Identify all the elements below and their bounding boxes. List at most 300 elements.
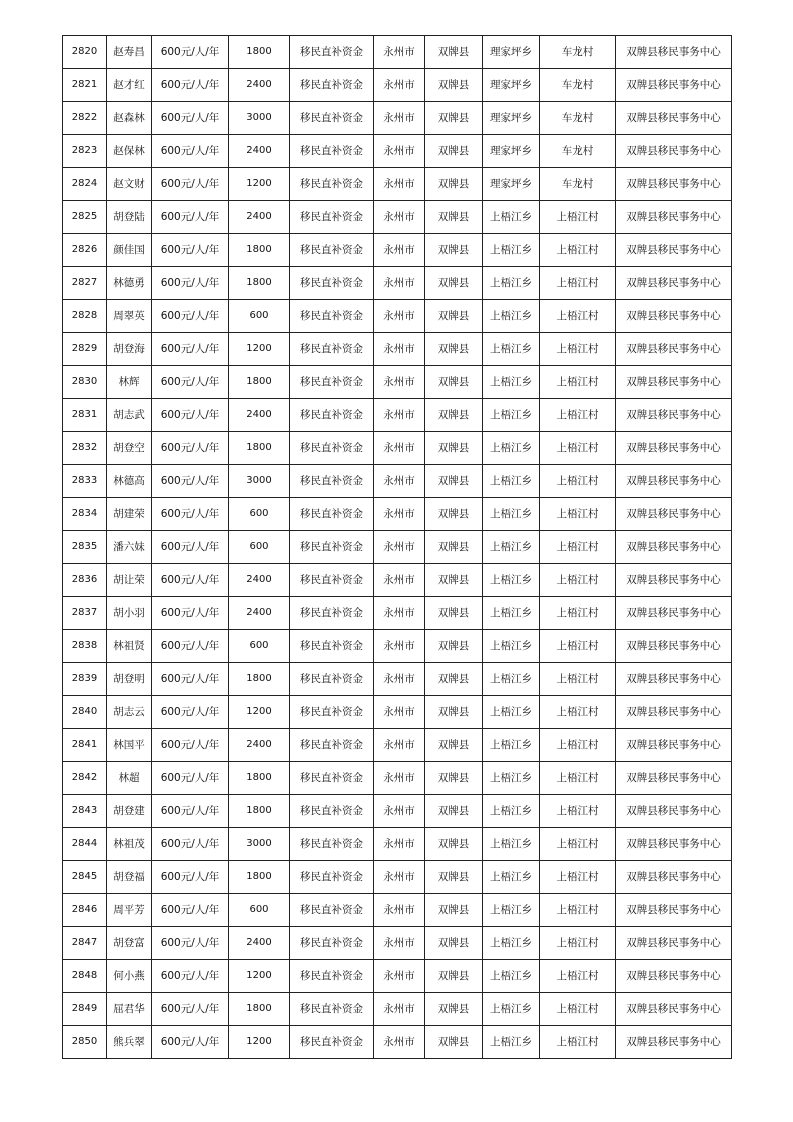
roster-body bbox=[63, 36, 732, 1059]
subsidy-standard-cell: 600元/人/年 bbox=[152, 135, 229, 168]
county-cell: 双牌县 bbox=[425, 927, 483, 960]
city-cell: 永州市 bbox=[374, 828, 425, 861]
fund-type-cell: 移民直补资金 bbox=[290, 498, 374, 531]
city-cell: 永州市 bbox=[374, 960, 425, 993]
row-number-cell: 2837 bbox=[63, 597, 107, 630]
table-row bbox=[63, 960, 732, 993]
subsidy-standard-cell: 600元/人/年 bbox=[152, 498, 229, 531]
township-cell: 理家坪乡 bbox=[483, 69, 540, 102]
township-cell: 上梧江乡 bbox=[483, 564, 540, 597]
row-number-cell: 2833 bbox=[63, 465, 107, 498]
subsidy-standard-cell: 600元/人/年 bbox=[152, 1026, 229, 1059]
issuing-agency-cell: 双牌县移民事务中心 bbox=[616, 1026, 732, 1059]
fund-type-cell: 移民直补资金 bbox=[290, 366, 374, 399]
city-cell: 永州市 bbox=[374, 663, 425, 696]
county-cell: 双牌县 bbox=[425, 234, 483, 267]
issuing-agency-cell: 双牌县移民事务中心 bbox=[616, 597, 732, 630]
fund-type-cell: 移民直补资金 bbox=[290, 894, 374, 927]
row-number-cell: 2826 bbox=[63, 234, 107, 267]
township-cell: 上梧江乡 bbox=[483, 927, 540, 960]
city-cell: 永州市 bbox=[374, 993, 425, 1026]
village-cell: 上梧江村 bbox=[540, 366, 616, 399]
township-cell: 上梧江乡 bbox=[483, 267, 540, 300]
table-row bbox=[63, 135, 732, 168]
fund-type-cell: 移民直补资金 bbox=[290, 300, 374, 333]
fund-type-cell: 移民直补资金 bbox=[290, 663, 374, 696]
issuing-agency-cell: 双牌县移民事务中心 bbox=[616, 36, 732, 69]
issuing-agency-cell: 双牌县移民事务中心 bbox=[616, 135, 732, 168]
township-cell: 上梧江乡 bbox=[483, 399, 540, 432]
city-cell: 永州市 bbox=[374, 102, 425, 135]
village-cell: 车龙村 bbox=[540, 135, 616, 168]
name-cell: 赵保林 bbox=[107, 135, 152, 168]
name-cell: 林超 bbox=[107, 762, 152, 795]
table-row bbox=[63, 729, 732, 762]
table-row bbox=[63, 1026, 732, 1059]
county-cell: 双牌县 bbox=[425, 432, 483, 465]
name-cell: 赵才红 bbox=[107, 69, 152, 102]
township-cell: 上梧江乡 bbox=[483, 696, 540, 729]
subsidy-standard-cell: 600元/人/年 bbox=[152, 168, 229, 201]
township-cell: 上梧江乡 bbox=[483, 993, 540, 1026]
county-cell: 双牌县 bbox=[425, 762, 483, 795]
row-number-cell: 2828 bbox=[63, 300, 107, 333]
issuing-agency-cell: 双牌县移民事务中心 bbox=[616, 927, 732, 960]
city-cell: 永州市 bbox=[374, 729, 425, 762]
subsidy-standard-cell: 600元/人/年 bbox=[152, 465, 229, 498]
amount-cell: 2400 bbox=[229, 927, 290, 960]
county-cell: 双牌县 bbox=[425, 960, 483, 993]
table-row bbox=[63, 102, 732, 135]
subsidy-standard-cell: 600元/人/年 bbox=[152, 267, 229, 300]
city-cell: 永州市 bbox=[374, 597, 425, 630]
fund-type-cell: 移民直补资金 bbox=[290, 36, 374, 69]
subsidy-standard-cell: 600元/人/年 bbox=[152, 597, 229, 630]
township-cell: 上梧江乡 bbox=[483, 960, 540, 993]
fund-type-cell: 移民直补资金 bbox=[290, 597, 374, 630]
city-cell: 永州市 bbox=[374, 399, 425, 432]
city-cell: 永州市 bbox=[374, 564, 425, 597]
table-row bbox=[63, 663, 732, 696]
fund-type-cell: 移民直补资金 bbox=[290, 69, 374, 102]
name-cell: 赵森林 bbox=[107, 102, 152, 135]
table-row bbox=[63, 531, 732, 564]
issuing-agency-cell: 双牌县移民事务中心 bbox=[616, 828, 732, 861]
amount-cell: 2400 bbox=[229, 564, 290, 597]
fund-type-cell: 移民直补资金 bbox=[290, 267, 374, 300]
name-cell: 林德高 bbox=[107, 465, 152, 498]
row-number-cell: 2839 bbox=[63, 663, 107, 696]
subsidy-standard-cell: 600元/人/年 bbox=[152, 36, 229, 69]
amount-cell: 1800 bbox=[229, 861, 290, 894]
township-cell: 上梧江乡 bbox=[483, 762, 540, 795]
township-cell: 上梧江乡 bbox=[483, 630, 540, 663]
village-cell: 上梧江村 bbox=[540, 927, 616, 960]
row-number-cell: 2827 bbox=[63, 267, 107, 300]
amount-cell: 1800 bbox=[229, 366, 290, 399]
village-cell: 上梧江村 bbox=[540, 861, 616, 894]
subsidy-standard-cell: 600元/人/年 bbox=[152, 201, 229, 234]
city-cell: 永州市 bbox=[374, 762, 425, 795]
city-cell: 永州市 bbox=[374, 531, 425, 564]
table-row bbox=[63, 399, 732, 432]
row-number-cell: 2841 bbox=[63, 729, 107, 762]
subsidy-standard-cell: 600元/人/年 bbox=[152, 300, 229, 333]
county-cell: 双牌县 bbox=[425, 102, 483, 135]
amount-cell: 1800 bbox=[229, 993, 290, 1026]
subsidy-standard-cell: 600元/人/年 bbox=[152, 960, 229, 993]
subsidy-standard-cell: 600元/人/年 bbox=[152, 993, 229, 1026]
fund-type-cell: 移民直补资金 bbox=[290, 168, 374, 201]
county-cell: 双牌县 bbox=[425, 300, 483, 333]
row-number-cell: 2835 bbox=[63, 531, 107, 564]
village-cell: 上梧江村 bbox=[540, 564, 616, 597]
village-cell: 上梧江村 bbox=[540, 432, 616, 465]
row-number-cell: 2831 bbox=[63, 399, 107, 432]
name-cell: 林国平 bbox=[107, 729, 152, 762]
county-cell: 双牌县 bbox=[425, 729, 483, 762]
amount-cell: 1800 bbox=[229, 267, 290, 300]
fund-type-cell: 移民直补资金 bbox=[290, 762, 374, 795]
name-cell: 胡登海 bbox=[107, 333, 152, 366]
amount-cell: 1800 bbox=[229, 663, 290, 696]
city-cell: 永州市 bbox=[374, 234, 425, 267]
name-cell: 胡登富 bbox=[107, 927, 152, 960]
row-number-cell: 2844 bbox=[63, 828, 107, 861]
fund-type-cell: 移民直补资金 bbox=[290, 927, 374, 960]
name-cell: 林德勇 bbox=[107, 267, 152, 300]
name-cell: 胡登陆 bbox=[107, 201, 152, 234]
township-cell: 上梧江乡 bbox=[483, 729, 540, 762]
village-cell: 上梧江村 bbox=[540, 960, 616, 993]
subsidy-standard-cell: 600元/人/年 bbox=[152, 762, 229, 795]
subsidy-standard-cell: 600元/人/年 bbox=[152, 399, 229, 432]
county-cell: 双牌县 bbox=[425, 168, 483, 201]
row-number-cell: 2838 bbox=[63, 630, 107, 663]
city-cell: 永州市 bbox=[374, 1026, 425, 1059]
village-cell: 上梧江村 bbox=[540, 729, 616, 762]
name-cell: 屈君华 bbox=[107, 993, 152, 1026]
issuing-agency-cell: 双牌县移民事务中心 bbox=[616, 498, 732, 531]
county-cell: 双牌县 bbox=[425, 663, 483, 696]
city-cell: 永州市 bbox=[374, 498, 425, 531]
fund-type-cell: 移民直补资金 bbox=[290, 333, 374, 366]
table-row bbox=[63, 993, 732, 1026]
amount-cell: 1800 bbox=[229, 762, 290, 795]
amount-cell: 1200 bbox=[229, 960, 290, 993]
name-cell: 何小燕 bbox=[107, 960, 152, 993]
row-number-cell: 2843 bbox=[63, 795, 107, 828]
issuing-agency-cell: 双牌县移民事务中心 bbox=[616, 564, 732, 597]
name-cell: 赵文财 bbox=[107, 168, 152, 201]
village-cell: 上梧江村 bbox=[540, 630, 616, 663]
city-cell: 永州市 bbox=[374, 333, 425, 366]
name-cell: 胡让荣 bbox=[107, 564, 152, 597]
fund-type-cell: 移民直补资金 bbox=[290, 432, 374, 465]
issuing-agency-cell: 双牌县移民事务中心 bbox=[616, 795, 732, 828]
name-cell: 胡建荣 bbox=[107, 498, 152, 531]
fund-type-cell: 移民直补资金 bbox=[290, 102, 374, 135]
issuing-agency-cell: 双牌县移民事务中心 bbox=[616, 630, 732, 663]
table-row bbox=[63, 234, 732, 267]
amount-cell: 3000 bbox=[229, 465, 290, 498]
subsidy-standard-cell: 600元/人/年 bbox=[152, 333, 229, 366]
issuing-agency-cell: 双牌县移民事务中心 bbox=[616, 465, 732, 498]
row-number-cell: 2848 bbox=[63, 960, 107, 993]
row-number-cell: 2842 bbox=[63, 762, 107, 795]
fund-type-cell: 移民直补资金 bbox=[290, 1026, 374, 1059]
subsidy-roster-table bbox=[62, 35, 732, 1059]
city-cell: 永州市 bbox=[374, 927, 425, 960]
subsidy-standard-cell: 600元/人/年 bbox=[152, 102, 229, 135]
issuing-agency-cell: 双牌县移民事务中心 bbox=[616, 729, 732, 762]
name-cell: 潘六妹 bbox=[107, 531, 152, 564]
village-cell: 上梧江村 bbox=[540, 828, 616, 861]
fund-type-cell: 移民直补资金 bbox=[290, 399, 374, 432]
county-cell: 双牌县 bbox=[425, 861, 483, 894]
subsidy-standard-cell: 600元/人/年 bbox=[152, 432, 229, 465]
row-number-cell: 2849 bbox=[63, 993, 107, 1026]
township-cell: 上梧江乡 bbox=[483, 333, 540, 366]
table-row bbox=[63, 564, 732, 597]
city-cell: 永州市 bbox=[374, 300, 425, 333]
row-number-cell: 2850 bbox=[63, 1026, 107, 1059]
city-cell: 永州市 bbox=[374, 201, 425, 234]
fund-type-cell: 移民直补资金 bbox=[290, 234, 374, 267]
row-number-cell: 2830 bbox=[63, 366, 107, 399]
row-number-cell: 2845 bbox=[63, 861, 107, 894]
township-cell: 上梧江乡 bbox=[483, 795, 540, 828]
county-cell: 双牌县 bbox=[425, 465, 483, 498]
amount-cell: 2400 bbox=[229, 201, 290, 234]
city-cell: 永州市 bbox=[374, 36, 425, 69]
subsidy-standard-cell: 600元/人/年 bbox=[152, 729, 229, 762]
subsidy-standard-cell: 600元/人/年 bbox=[152, 234, 229, 267]
county-cell: 双牌县 bbox=[425, 1026, 483, 1059]
county-cell: 双牌县 bbox=[425, 333, 483, 366]
row-number-cell: 2846 bbox=[63, 894, 107, 927]
village-cell: 上梧江村 bbox=[540, 795, 616, 828]
county-cell: 双牌县 bbox=[425, 36, 483, 69]
subsidy-standard-cell: 600元/人/年 bbox=[152, 828, 229, 861]
village-cell: 上梧江村 bbox=[540, 696, 616, 729]
village-cell: 上梧江村 bbox=[540, 597, 616, 630]
fund-type-cell: 移民直补资金 bbox=[290, 135, 374, 168]
county-cell: 双牌县 bbox=[425, 828, 483, 861]
table-row bbox=[63, 927, 732, 960]
village-cell: 上梧江村 bbox=[540, 498, 616, 531]
issuing-agency-cell: 双牌县移民事务中心 bbox=[616, 333, 732, 366]
table-row bbox=[63, 894, 732, 927]
name-cell: 胡登福 bbox=[107, 861, 152, 894]
issuing-agency-cell: 双牌县移民事务中心 bbox=[616, 399, 732, 432]
county-cell: 双牌县 bbox=[425, 135, 483, 168]
subsidy-standard-cell: 600元/人/年 bbox=[152, 69, 229, 102]
subsidy-standard-cell: 600元/人/年 bbox=[152, 366, 229, 399]
fund-type-cell: 移民直补资金 bbox=[290, 630, 374, 663]
amount-cell: 2400 bbox=[229, 69, 290, 102]
township-cell: 理家坪乡 bbox=[483, 36, 540, 69]
issuing-agency-cell: 双牌县移民事务中心 bbox=[616, 102, 732, 135]
village-cell: 车龙村 bbox=[540, 69, 616, 102]
fund-type-cell: 移民直补资金 bbox=[290, 531, 374, 564]
table-row bbox=[63, 630, 732, 663]
issuing-agency-cell: 双牌县移民事务中心 bbox=[616, 531, 732, 564]
village-cell: 上梧江村 bbox=[540, 663, 616, 696]
amount-cell: 600 bbox=[229, 894, 290, 927]
row-number-cell: 2822 bbox=[63, 102, 107, 135]
row-number-cell: 2823 bbox=[63, 135, 107, 168]
table-row bbox=[63, 366, 732, 399]
table-row bbox=[63, 828, 732, 861]
county-cell: 双牌县 bbox=[425, 201, 483, 234]
township-cell: 上梧江乡 bbox=[483, 465, 540, 498]
village-cell: 上梧江村 bbox=[540, 531, 616, 564]
fund-type-cell: 移民直补资金 bbox=[290, 564, 374, 597]
village-cell: 上梧江村 bbox=[540, 399, 616, 432]
name-cell: 胡志云 bbox=[107, 696, 152, 729]
city-cell: 永州市 bbox=[374, 630, 425, 663]
name-cell: 胡志武 bbox=[107, 399, 152, 432]
name-cell: 熊兵翠 bbox=[107, 1026, 152, 1059]
fund-type-cell: 移民直补资金 bbox=[290, 795, 374, 828]
table-row bbox=[63, 795, 732, 828]
table-row bbox=[63, 168, 732, 201]
subsidy-standard-cell: 600元/人/年 bbox=[152, 795, 229, 828]
table-row bbox=[63, 762, 732, 795]
issuing-agency-cell: 双牌县移民事务中心 bbox=[616, 663, 732, 696]
table-row bbox=[63, 498, 732, 531]
county-cell: 双牌县 bbox=[425, 531, 483, 564]
city-cell: 永州市 bbox=[374, 861, 425, 894]
subsidy-standard-cell: 600元/人/年 bbox=[152, 861, 229, 894]
subsidy-standard-cell: 600元/人/年 bbox=[152, 663, 229, 696]
subsidy-standard-cell: 600元/人/年 bbox=[152, 927, 229, 960]
township-cell: 理家坪乡 bbox=[483, 168, 540, 201]
amount-cell: 1200 bbox=[229, 696, 290, 729]
issuing-agency-cell: 双牌县移民事务中心 bbox=[616, 267, 732, 300]
amount-cell: 1800 bbox=[229, 234, 290, 267]
village-cell: 上梧江村 bbox=[540, 465, 616, 498]
amount-cell: 1200 bbox=[229, 1026, 290, 1059]
table-row bbox=[63, 36, 732, 69]
name-cell: 胡登空 bbox=[107, 432, 152, 465]
township-cell: 理家坪乡 bbox=[483, 135, 540, 168]
county-cell: 双牌县 bbox=[425, 366, 483, 399]
village-cell: 上梧江村 bbox=[540, 300, 616, 333]
fund-type-cell: 移民直补资金 bbox=[290, 201, 374, 234]
county-cell: 双牌县 bbox=[425, 597, 483, 630]
township-cell: 上梧江乡 bbox=[483, 432, 540, 465]
name-cell: 林辉 bbox=[107, 366, 152, 399]
table-row bbox=[63, 432, 732, 465]
city-cell: 永州市 bbox=[374, 465, 425, 498]
county-cell: 双牌县 bbox=[425, 498, 483, 531]
name-cell: 颜佳国 bbox=[107, 234, 152, 267]
subsidy-standard-cell: 600元/人/年 bbox=[152, 564, 229, 597]
township-cell: 上梧江乡 bbox=[483, 366, 540, 399]
township-cell: 上梧江乡 bbox=[483, 828, 540, 861]
amount-cell: 600 bbox=[229, 531, 290, 564]
village-cell: 上梧江村 bbox=[540, 993, 616, 1026]
row-number-cell: 2829 bbox=[63, 333, 107, 366]
table-row bbox=[63, 597, 732, 630]
subsidy-standard-cell: 600元/人/年 bbox=[152, 630, 229, 663]
county-cell: 双牌县 bbox=[425, 993, 483, 1026]
village-cell: 上梧江村 bbox=[540, 267, 616, 300]
amount-cell: 600 bbox=[229, 300, 290, 333]
table-row bbox=[63, 69, 732, 102]
row-number-cell: 2832 bbox=[63, 432, 107, 465]
row-number-cell: 2820 bbox=[63, 36, 107, 69]
issuing-agency-cell: 双牌县移民事务中心 bbox=[616, 366, 732, 399]
issuing-agency-cell: 双牌县移民事务中心 bbox=[616, 861, 732, 894]
row-number-cell: 2834 bbox=[63, 498, 107, 531]
city-cell: 永州市 bbox=[374, 168, 425, 201]
amount-cell: 2400 bbox=[229, 399, 290, 432]
row-number-cell: 2847 bbox=[63, 927, 107, 960]
issuing-agency-cell: 双牌县移民事务中心 bbox=[616, 234, 732, 267]
amount-cell: 2400 bbox=[229, 729, 290, 762]
township-cell: 上梧江乡 bbox=[483, 531, 540, 564]
amount-cell: 1800 bbox=[229, 795, 290, 828]
village-cell: 上梧江村 bbox=[540, 1026, 616, 1059]
issuing-agency-cell: 双牌县移民事务中心 bbox=[616, 168, 732, 201]
issuing-agency-cell: 双牌县移民事务中心 bbox=[616, 300, 732, 333]
fund-type-cell: 移民直补资金 bbox=[290, 993, 374, 1026]
row-number-cell: 2836 bbox=[63, 564, 107, 597]
amount-cell: 600 bbox=[229, 498, 290, 531]
row-number-cell: 2840 bbox=[63, 696, 107, 729]
township-cell: 上梧江乡 bbox=[483, 663, 540, 696]
amount-cell: 1200 bbox=[229, 168, 290, 201]
issuing-agency-cell: 双牌县移民事务中心 bbox=[616, 432, 732, 465]
township-cell: 理家坪乡 bbox=[483, 102, 540, 135]
village-cell: 上梧江村 bbox=[540, 333, 616, 366]
name-cell: 胡小羽 bbox=[107, 597, 152, 630]
row-number-cell: 2825 bbox=[63, 201, 107, 234]
amount-cell: 1800 bbox=[229, 432, 290, 465]
city-cell: 永州市 bbox=[374, 795, 425, 828]
table-row bbox=[63, 465, 732, 498]
subsidy-standard-cell: 600元/人/年 bbox=[152, 531, 229, 564]
village-cell: 车龙村 bbox=[540, 168, 616, 201]
amount-cell: 3000 bbox=[229, 828, 290, 861]
name-cell: 赵寿昌 bbox=[107, 36, 152, 69]
fund-type-cell: 移民直补资金 bbox=[290, 861, 374, 894]
county-cell: 双牌县 bbox=[425, 267, 483, 300]
table-row bbox=[63, 201, 732, 234]
fund-type-cell: 移民直补资金 bbox=[290, 729, 374, 762]
table-row bbox=[63, 300, 732, 333]
name-cell: 周平芳 bbox=[107, 894, 152, 927]
row-number-cell: 2821 bbox=[63, 69, 107, 102]
county-cell: 双牌县 bbox=[425, 696, 483, 729]
fund-type-cell: 移民直补资金 bbox=[290, 828, 374, 861]
township-cell: 上梧江乡 bbox=[483, 234, 540, 267]
issuing-agency-cell: 双牌县移民事务中心 bbox=[616, 960, 732, 993]
issuing-agency-cell: 双牌县移民事务中心 bbox=[616, 69, 732, 102]
township-cell: 上梧江乡 bbox=[483, 498, 540, 531]
issuing-agency-cell: 双牌县移民事务中心 bbox=[616, 993, 732, 1026]
name-cell: 胡登明 bbox=[107, 663, 152, 696]
amount-cell: 600 bbox=[229, 630, 290, 663]
subsidy-standard-cell: 600元/人/年 bbox=[152, 894, 229, 927]
village-cell: 车龙村 bbox=[540, 36, 616, 69]
issuing-agency-cell: 双牌县移民事务中心 bbox=[616, 201, 732, 234]
township-cell: 上梧江乡 bbox=[483, 1026, 540, 1059]
name-cell: 林祖贤 bbox=[107, 630, 152, 663]
